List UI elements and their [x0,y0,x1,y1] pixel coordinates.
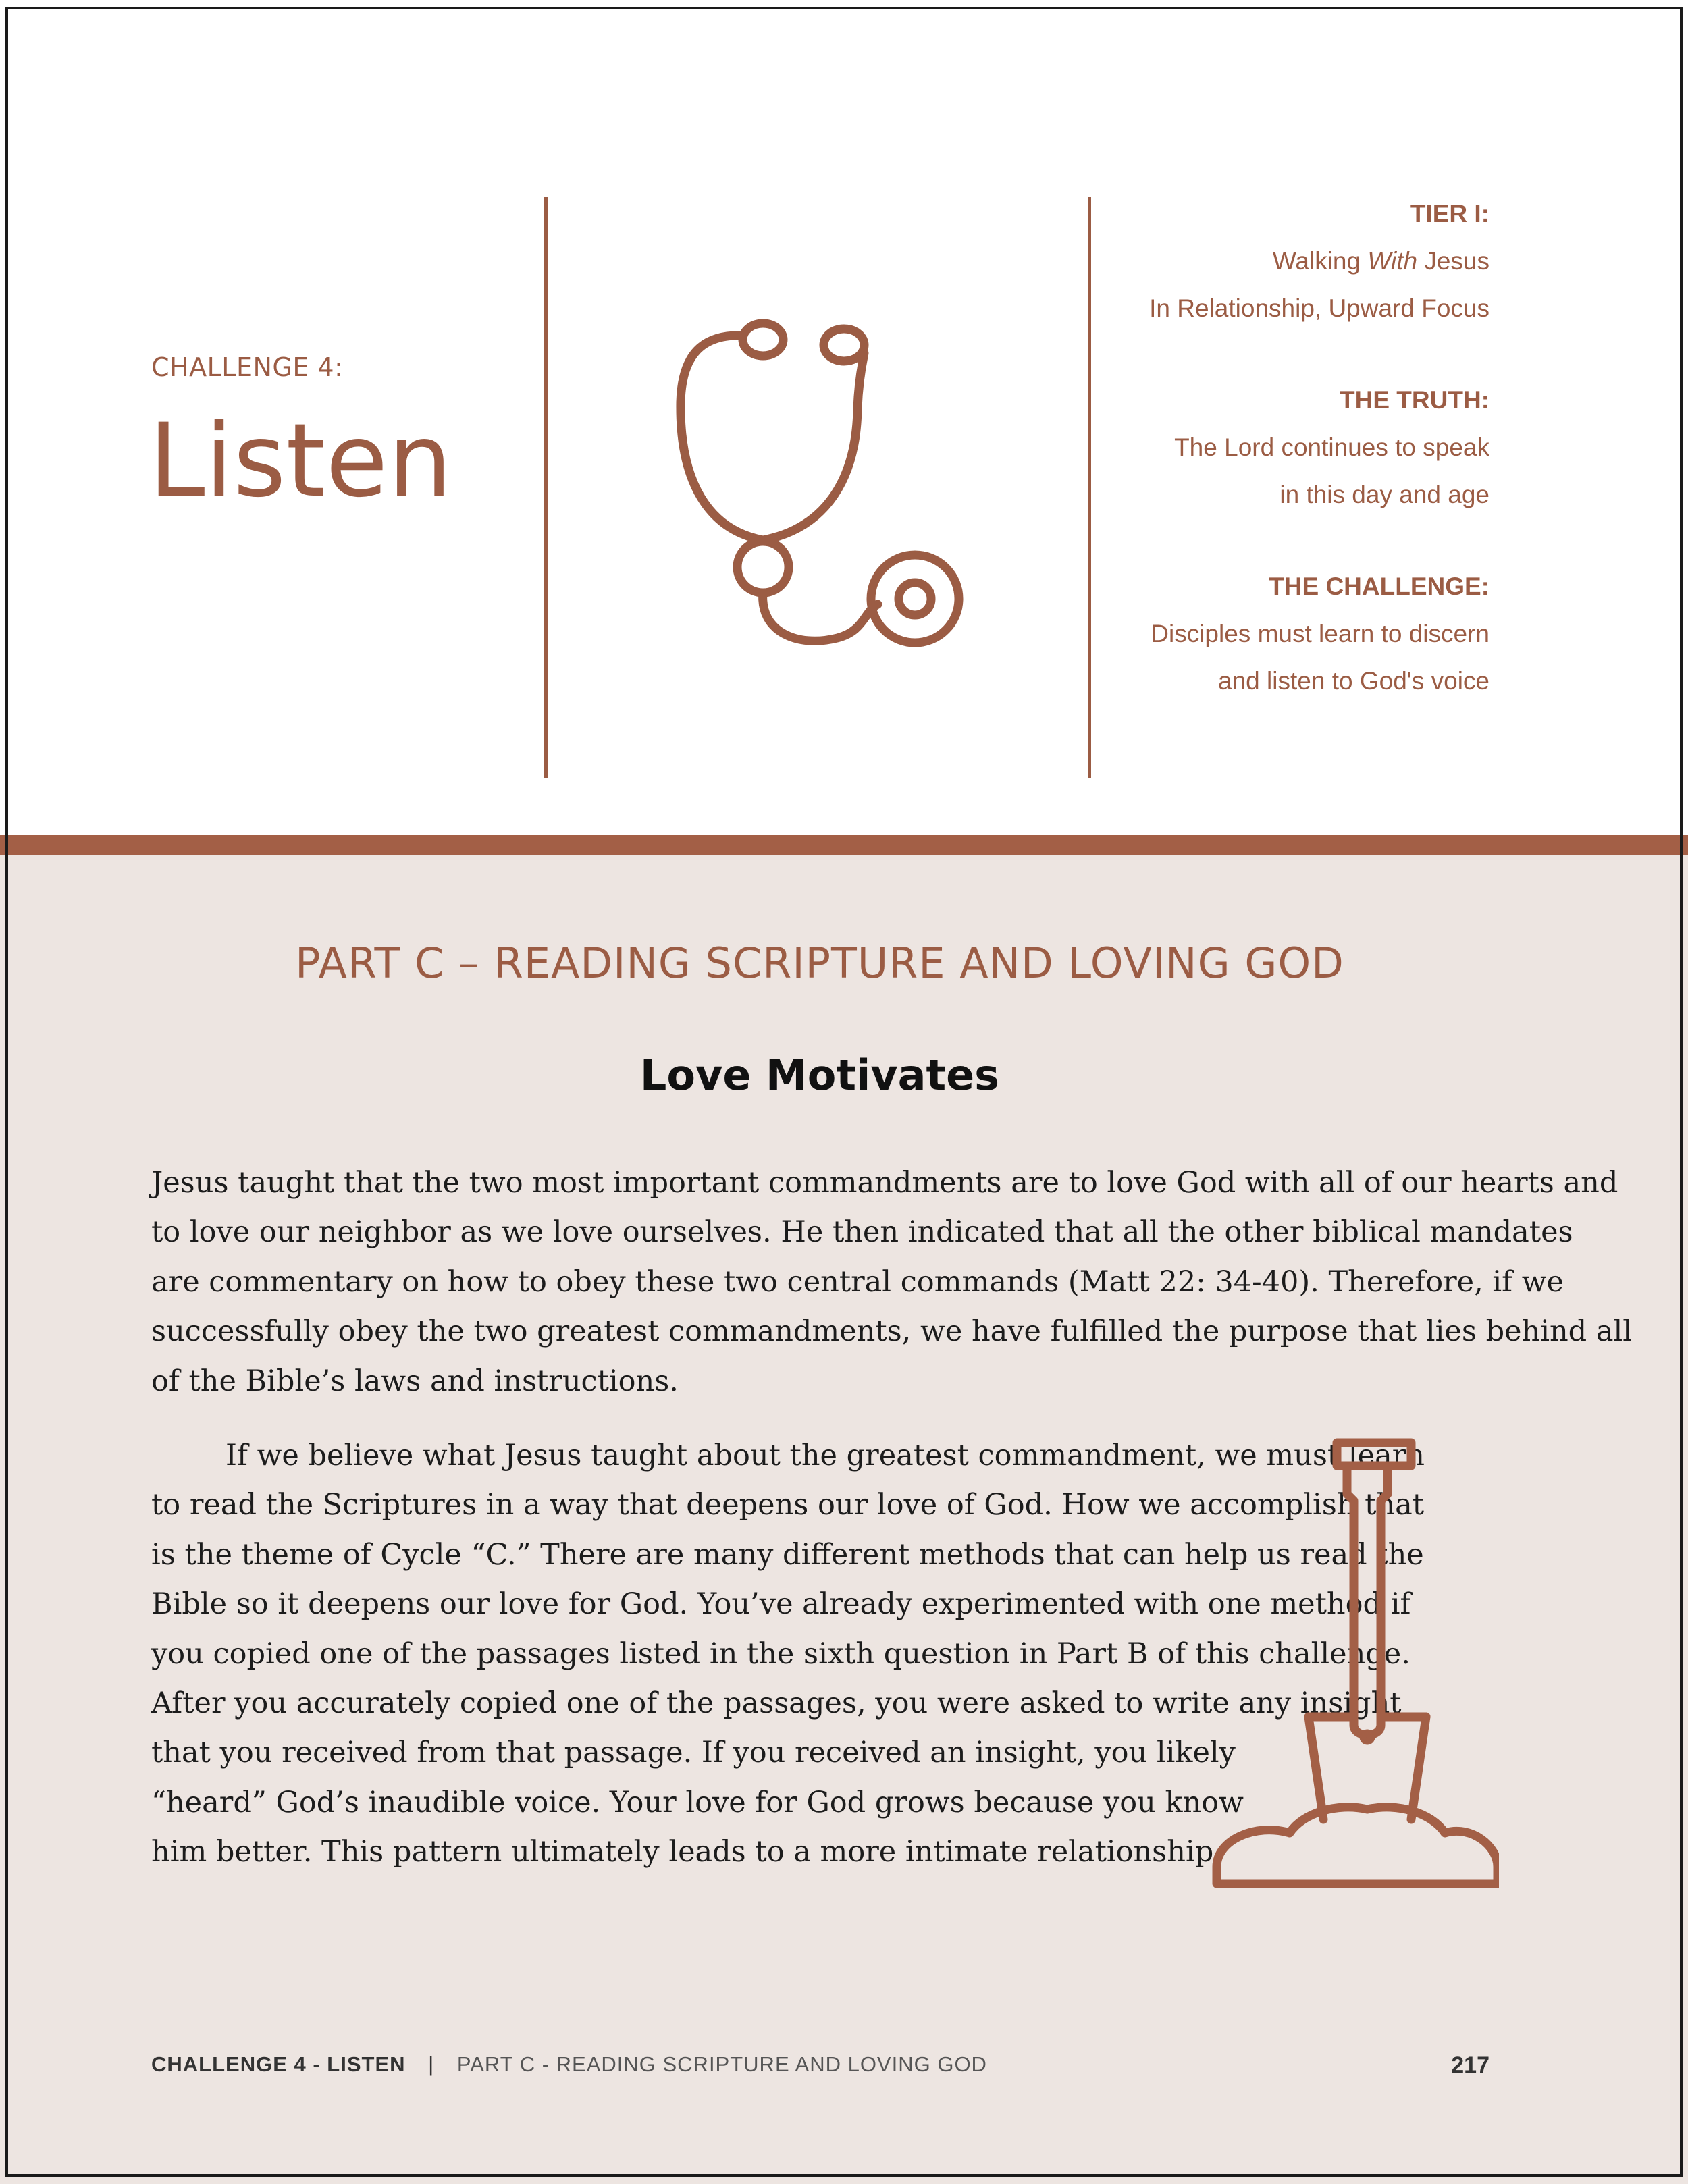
paragraph-line: him better. This pattern ultimately leads to a more intimate relationship. [151,1835,1223,1869]
challenge-line1: Disciples must learn to discern [1151,620,1489,647]
paragraph-line: Bible so it deepens our love for God. You’ve already experimented with one method if [151,1587,1411,1622]
footer-separator: | [428,2052,435,2076]
challenge-label: CHALLENGE 4: [151,352,344,382]
page-border [5,7,1683,2177]
tier-line1-emphasis: With [1367,247,1418,275]
paragraph-line: to read the Scriptures in a way that deepens our love of God. How we accomplish that [151,1488,1425,1522]
paragraph-line: to love our neighbor as we love ourselves. He then indicated that all the other biblical mandates [151,1215,1573,1250]
tier-heading: TIER I: [1410,200,1489,228]
paragraph-line: of the Bible’s laws and instructions. [151,1364,679,1398]
challenge-line2: and listen to God's voice [1218,667,1489,695]
paragraph-line: If we believe what Jesus taught about the greatest commandment, we must learn [226,1439,1425,1472]
footer-section: PART C - READING SCRIPTURE AND LOVING GOD [456,2052,987,2076]
tier-line1-pre: Walking [1272,247,1368,275]
paragraph-line: you copied one of the passages listed in the sixth question in Part B of this challenge. [151,1636,1410,1671]
tier-line2: In Relationship, Upward Focus [1149,294,1489,322]
paragraph-line: “heard” God’s inaudible voice. Your love for God grows because you know [151,1785,1244,1819]
truth-line2: in this day and age [1280,481,1489,508]
challenge-title: Listen [149,402,452,520]
paragraph-line: Jesus taught that the two most important commandments are to love God with all of our hearts and [151,1166,1618,1200]
paragraph-line: are commentary on how to obey these two central commands (Matt 22: 34-40). Therefore, if we [151,1264,1564,1299]
challenge-heading: THE CHALLENGE: [1269,572,1489,600]
paragraph-line: successfully obey the two greatest commandments, we have fulfilled the purpose that lies behind all [151,1314,1633,1349]
truth-line1: The Lord continues to speak [1174,433,1489,461]
paragraph-line: that you received from that passage. If you received an insight, you likely [151,1736,1236,1770]
paragraph-line: is the theme of Cycle “C.” There are many different methods that can help us read the [151,1537,1424,1572]
truth-heading: THE TRUTH: [1340,386,1489,414]
page-number: 217 [1451,2052,1489,2078]
footer-chapter: CHALLENGE 4 - LISTEN [151,2052,406,2076]
paragraph-line: After you accurately copied one of the passages, you were asked to write any insight [151,1686,1402,1721]
section-subtitle: Love Motivates [639,1050,1000,1100]
part-title: PART C – READING SCRIPTURE AND LOVING GOD [295,938,1344,988]
tier-line1-post: Jesus [1417,247,1489,275]
